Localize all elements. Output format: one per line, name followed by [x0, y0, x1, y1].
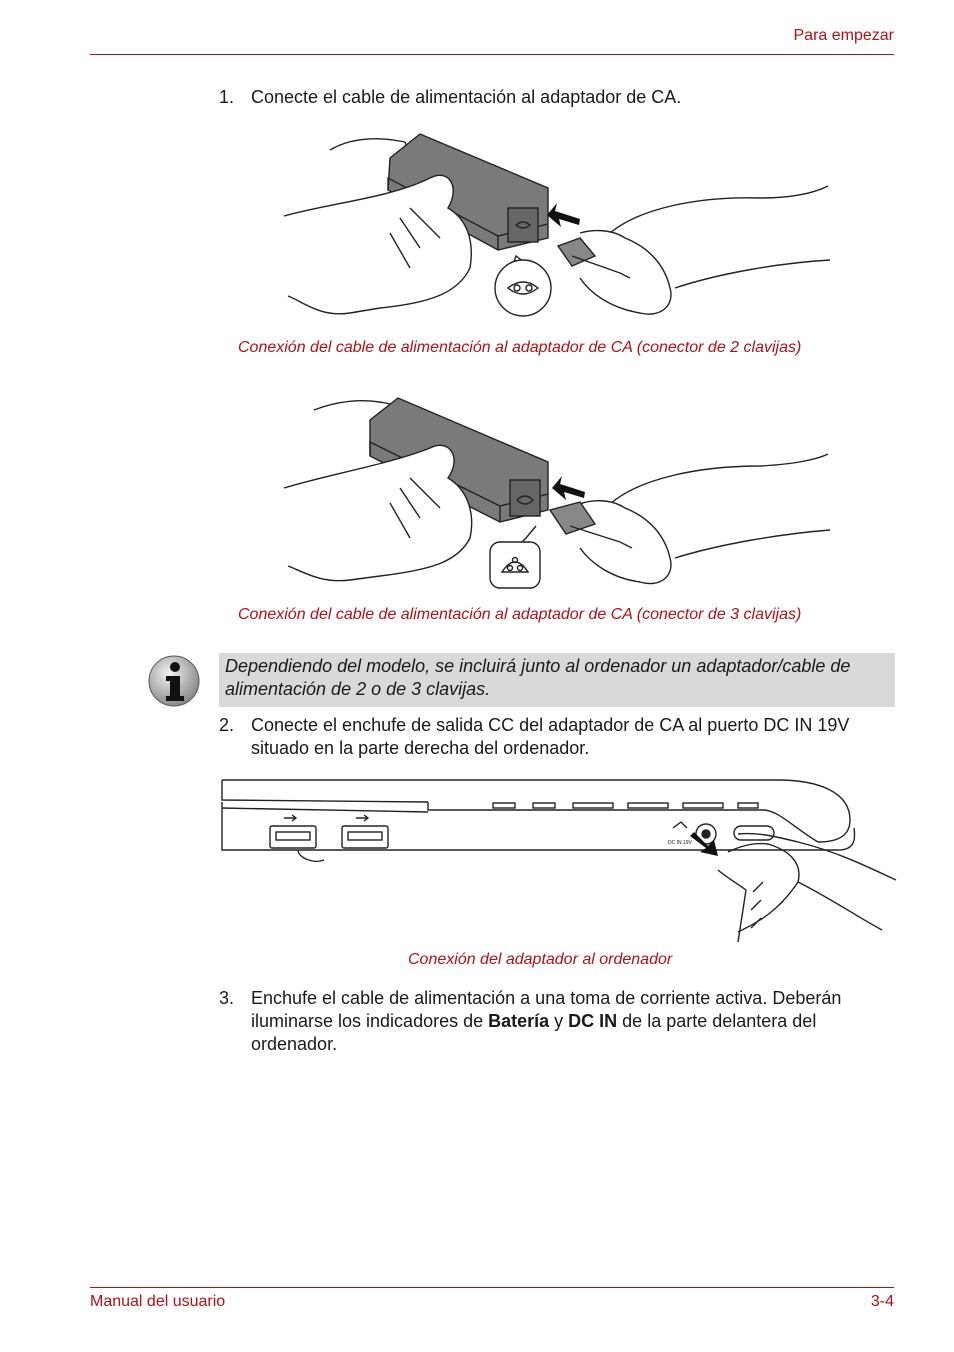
dc-in-indicator-label: DC IN — [568, 1011, 618, 1031]
note-text: Dependiendo del modelo, se incluirá junto al ordenador un adaptador/cable de alimentación de 2 o de 3 clavijas. — [225, 656, 851, 699]
step-text: Conecte el cable de alimentación al adaptador de CA. — [251, 87, 682, 107]
figure-3-caption: Conexión del adaptador al ordenador — [408, 951, 673, 968]
port-label: DC IN 19V — [668, 840, 692, 846]
step-1 — [219, 86, 895, 109]
step-number: 3. — [219, 988, 235, 1008]
step-text — [251, 987, 895, 1056]
step-3-text-c: de la parte delantera del ordenador. — [251, 1011, 817, 1054]
step-3-text-a: Enchufe el cable de alimentación a una toma de corriente activa. Deberán iluminarse los indicadores de — [251, 988, 842, 1031]
figure-adapter-2pin — [280, 128, 840, 324]
step-2 — [219, 714, 895, 760]
step-number: 1. — [219, 87, 235, 107]
figure-laptop-side — [218, 772, 898, 944]
step-3-text-b: y — [549, 1011, 569, 1031]
figure-1-caption: Conexión del cable de alimentación al adaptador de CA (conector de 2 clavijas) — [238, 339, 802, 356]
footer-rule — [90, 1287, 894, 1288]
info-icon — [147, 654, 201, 708]
step-3 — [219, 987, 895, 1056]
figure-2-caption: Conexión del cable de alimentación al adaptador de CA (conector de 3 clavijas) — [238, 606, 802, 623]
footer-page-number: 3-4 — [870, 1293, 894, 1310]
note-box — [219, 653, 895, 707]
figure-adapter-3pin — [280, 392, 840, 592]
battery-indicator-label: Batería — [488, 1011, 550, 1031]
step-number: 2. — [219, 715, 235, 735]
step-text: Conecte el enchufe de salida CC del adaptador de CA al puerto DC IN 19V situado en la parte derecha del ordenador. — [251, 715, 850, 758]
header-section-title: Para empezar — [793, 27, 894, 44]
footer-manual-title: Manual del usuario — [90, 1293, 226, 1310]
header-rule — [90, 54, 894, 55]
